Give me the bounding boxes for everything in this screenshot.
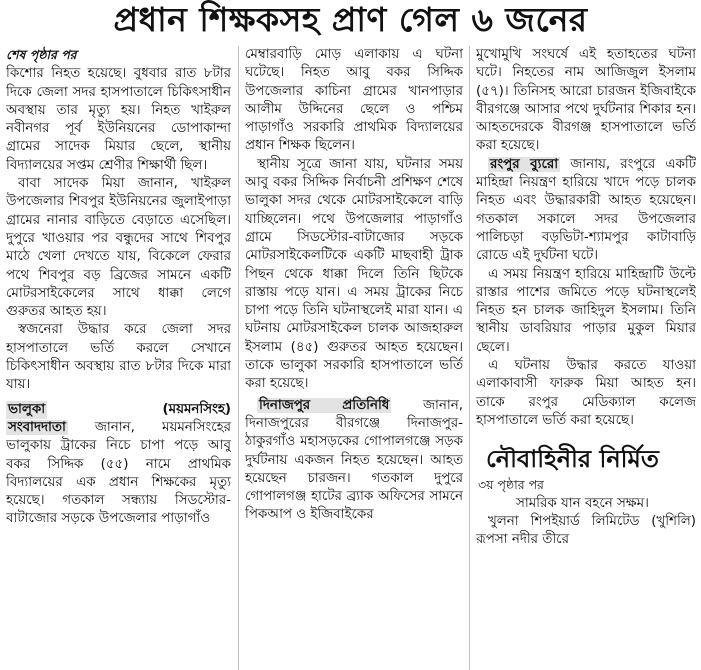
byline-district: (ময়মনসিংহ)	[162, 401, 231, 417]
column-2	[245, 46, 463, 670]
paragraph: স্বজনেরা উদ্ধার করে জেলা সদর হাসপাতালে ভর্তি করলে সেখানে চিকিৎসাধীন অবস্থায় রাত ৮টার দিকে মারা যায়।	[6, 322, 231, 393]
paragraph	[6, 419, 231, 529]
paragraph-text: জানান, ময়মনসিংহের ভালুকায় ট্রাকের নিচে চাপা পড়ে আবু বকর সিদ্দিক (৫৫) নামে প্রাথমিক বিদ্যালয়ের এক প্রধান শিক্ষকের মৃত্যু হয়েছে। গতকাল সন্ধ্যায় সিডস্টোর-বাটাজোর সড়কে উপজেলার পাড়াগাঁও	[6, 419, 231, 527]
byline-place: ভালুকা	[6, 401, 47, 419]
paragraph: বাবা সাদেক মিয়া জানান, খাইরুল উপজেলার শিবপুর ইউনিয়নের জুলাইপাড়া গ্রামের নানার বাড়িতে বেড়াতে এসেছিল। দুপুরে খাওয়ার পর বন্ধুদের সাথে শিবপুর মাঠে খেলা দেখতে যায়, বিকেলে ফেরার পথে শিবপুর বড় ব্রিজের সামনে একটি মোটরসাইকেলের সাথে ধাক্কা লেগে গুরুতর আহত হয়।	[6, 176, 231, 320]
column-divider	[238, 46, 239, 670]
continuation-kicker: শেষ পৃষ্ঠার পর	[6, 47, 77, 62]
paragraph-text: জানায়, রংপুরে একটি মাহিন্দ্রা নিয়ন্ত্রণ হারিয়ে খাদে পড়ে চালক নিহত এবং উদ্ধারকারী আহত হয়েছেন। গতকাল সকালে সদর উপজেলার পালিচড়া বড়ভিটা-শ্যামপুর কাটাবাড়ি রোডে এই দুর্ঘটনা ঘটে।	[476, 156, 696, 264]
column-3	[476, 46, 696, 670]
paragraph: খুলনা শিপইয়ার্ড লিমিটেড (খুশিলি) রূপসা নদীর তীরে	[476, 513, 696, 548]
sub-headline: নৌবাহিনীর নির্মিত	[486, 445, 659, 474]
paragraph: মেম্বারবাড়ি মোড় এলাকায় এ ঘটনা ঘটেছে। নিহত আবু বকর সিদ্দিক উপজেলার কাচিনা গ্রামের খানপাড়ার আলীম উদ্দিনের ছেলে ও পশ্চিম পাড়াগাঁও সরকারি প্রাথমিক বিদ্যালয়ের প্রধান শিক্ষক ছিলেন।	[245, 47, 463, 154]
continuation-kicker: ৩য় পৃষ্ঠার পর	[478, 477, 544, 493]
byline-source: সংবাদদাতা	[8, 419, 66, 435]
byline-source: দিনাজপুর প্রতিনিধি	[259, 397, 390, 413]
paragraph	[245, 397, 463, 525]
paragraph: সামরিক যান বহনে সক্ষম।	[516, 495, 649, 511]
paragraph: মুখোমুখি সংঘর্ষে এই হতাহতের ঘটনা ঘটে। নিহতের নাম আজিজুল ইসলাম (৫৭)। তিনিসহ আরো চারজন ইজিবাইকে বীরগঞ্জে আসার পথে দুর্ঘটনার শিকার হন। আহতদেরকে বীরগঞ্জ হাসপাতালে ভর্তি করা হয়েছে।	[476, 47, 696, 154]
paragraph: এ সময় নিয়ন্ত্রণ হারিয়ে মাহিন্দ্রাটি উল্টে রাস্তার পাশের জমিতে পড়ে ঘটনাস্থলেই নিহত হন চালক জাহিদুল ইসলাম। তিনি স্থানীয় ডাবরিয়ার পাড়ার মুকুল মিয়ার ছেলে।	[476, 266, 696, 355]
column-divider	[469, 46, 470, 670]
paragraph: কিশোর নিহত হয়েছে। বুধবার রাত ৮টার দিকে জেলা সদর হাসপাতালে চিকিৎসাধীন অবস্থায় তার মৃত্যু হয়। নিহত খাইরুল নবীনগর পূর্ব ইউনিয়নের ডোপাকান্দা গ্রামের সাদেক মিয়ার ছেলে, স্থানীয় বিদ্যালয়ের সপ্তম শ্রেণীর শিক্ষার্থী ছিল।	[6, 66, 231, 173]
byline-source: রংপুর ব্যুরো	[490, 156, 559, 172]
byline	[6, 401, 231, 419]
headline: প্রধান শিক্ষকসহ প্রাণ গেল ৬ জনের	[113, 0, 588, 39]
paragraph	[476, 156, 696, 266]
paragraph: এ ঘটনায় উদ্ধার করতে যাওয়া এলাকাবাসী ফারুক মিয়া আহত হন। তাকে রংপুর মেডিক্যাল কলেজ হাসপাতালে ভর্তি করা হয়েছে।	[476, 358, 696, 428]
paragraph-text: জানান, দিনাজপুরের বীরগঞ্জে দিনাজপুর-ঠাকুরগাঁও মহাসড়কের গোপালগঞ্জে সড়ক দুর্ঘটনায় একজন নিহত হয়েছেন। আহত হয়েছেন চারজন। গতকাল দুপুরে গোপালগঞ্জ হাটের ব্র্যাক অফিসের সামনে পিকআপ ও ইজিবাইকের	[245, 397, 463, 523]
column-1	[6, 46, 231, 670]
paragraph: স্থানীয় সূত্রে জানা যায়, ঘটনার সময় আবু বকর সিদ্দিক নির্বাচনী প্রশিক্ষণ শেষে ভালুকা সদর থেকে মোটরসাইকেলে বাড়ি যাচ্ছিলেন। পথে উপজেলার পাড়াগাঁও গ্রামে সিডস্টোর-বাটাজোর সড়কে মোটরসাইকেলটিকে একটি মাছবাহী ট্রাক পিছন থেকে ধাক্কা দিলে তিনি ছিটকে রাস্তায় পড়ে যান। এ সময় ট্রাকের নিচে চাপা পড়ে তিনি ঘটনাস্থলেই মারা যান। এ ঘটনায় মোটরসাইকেল চালক আজহারুল ইসলাম (৪৫) গুরুতর আহত হয়েছেন। তাকে ভালুকা সরকারি হাসপাতালে ভর্তি করা হয়েছে।	[245, 156, 463, 392]
